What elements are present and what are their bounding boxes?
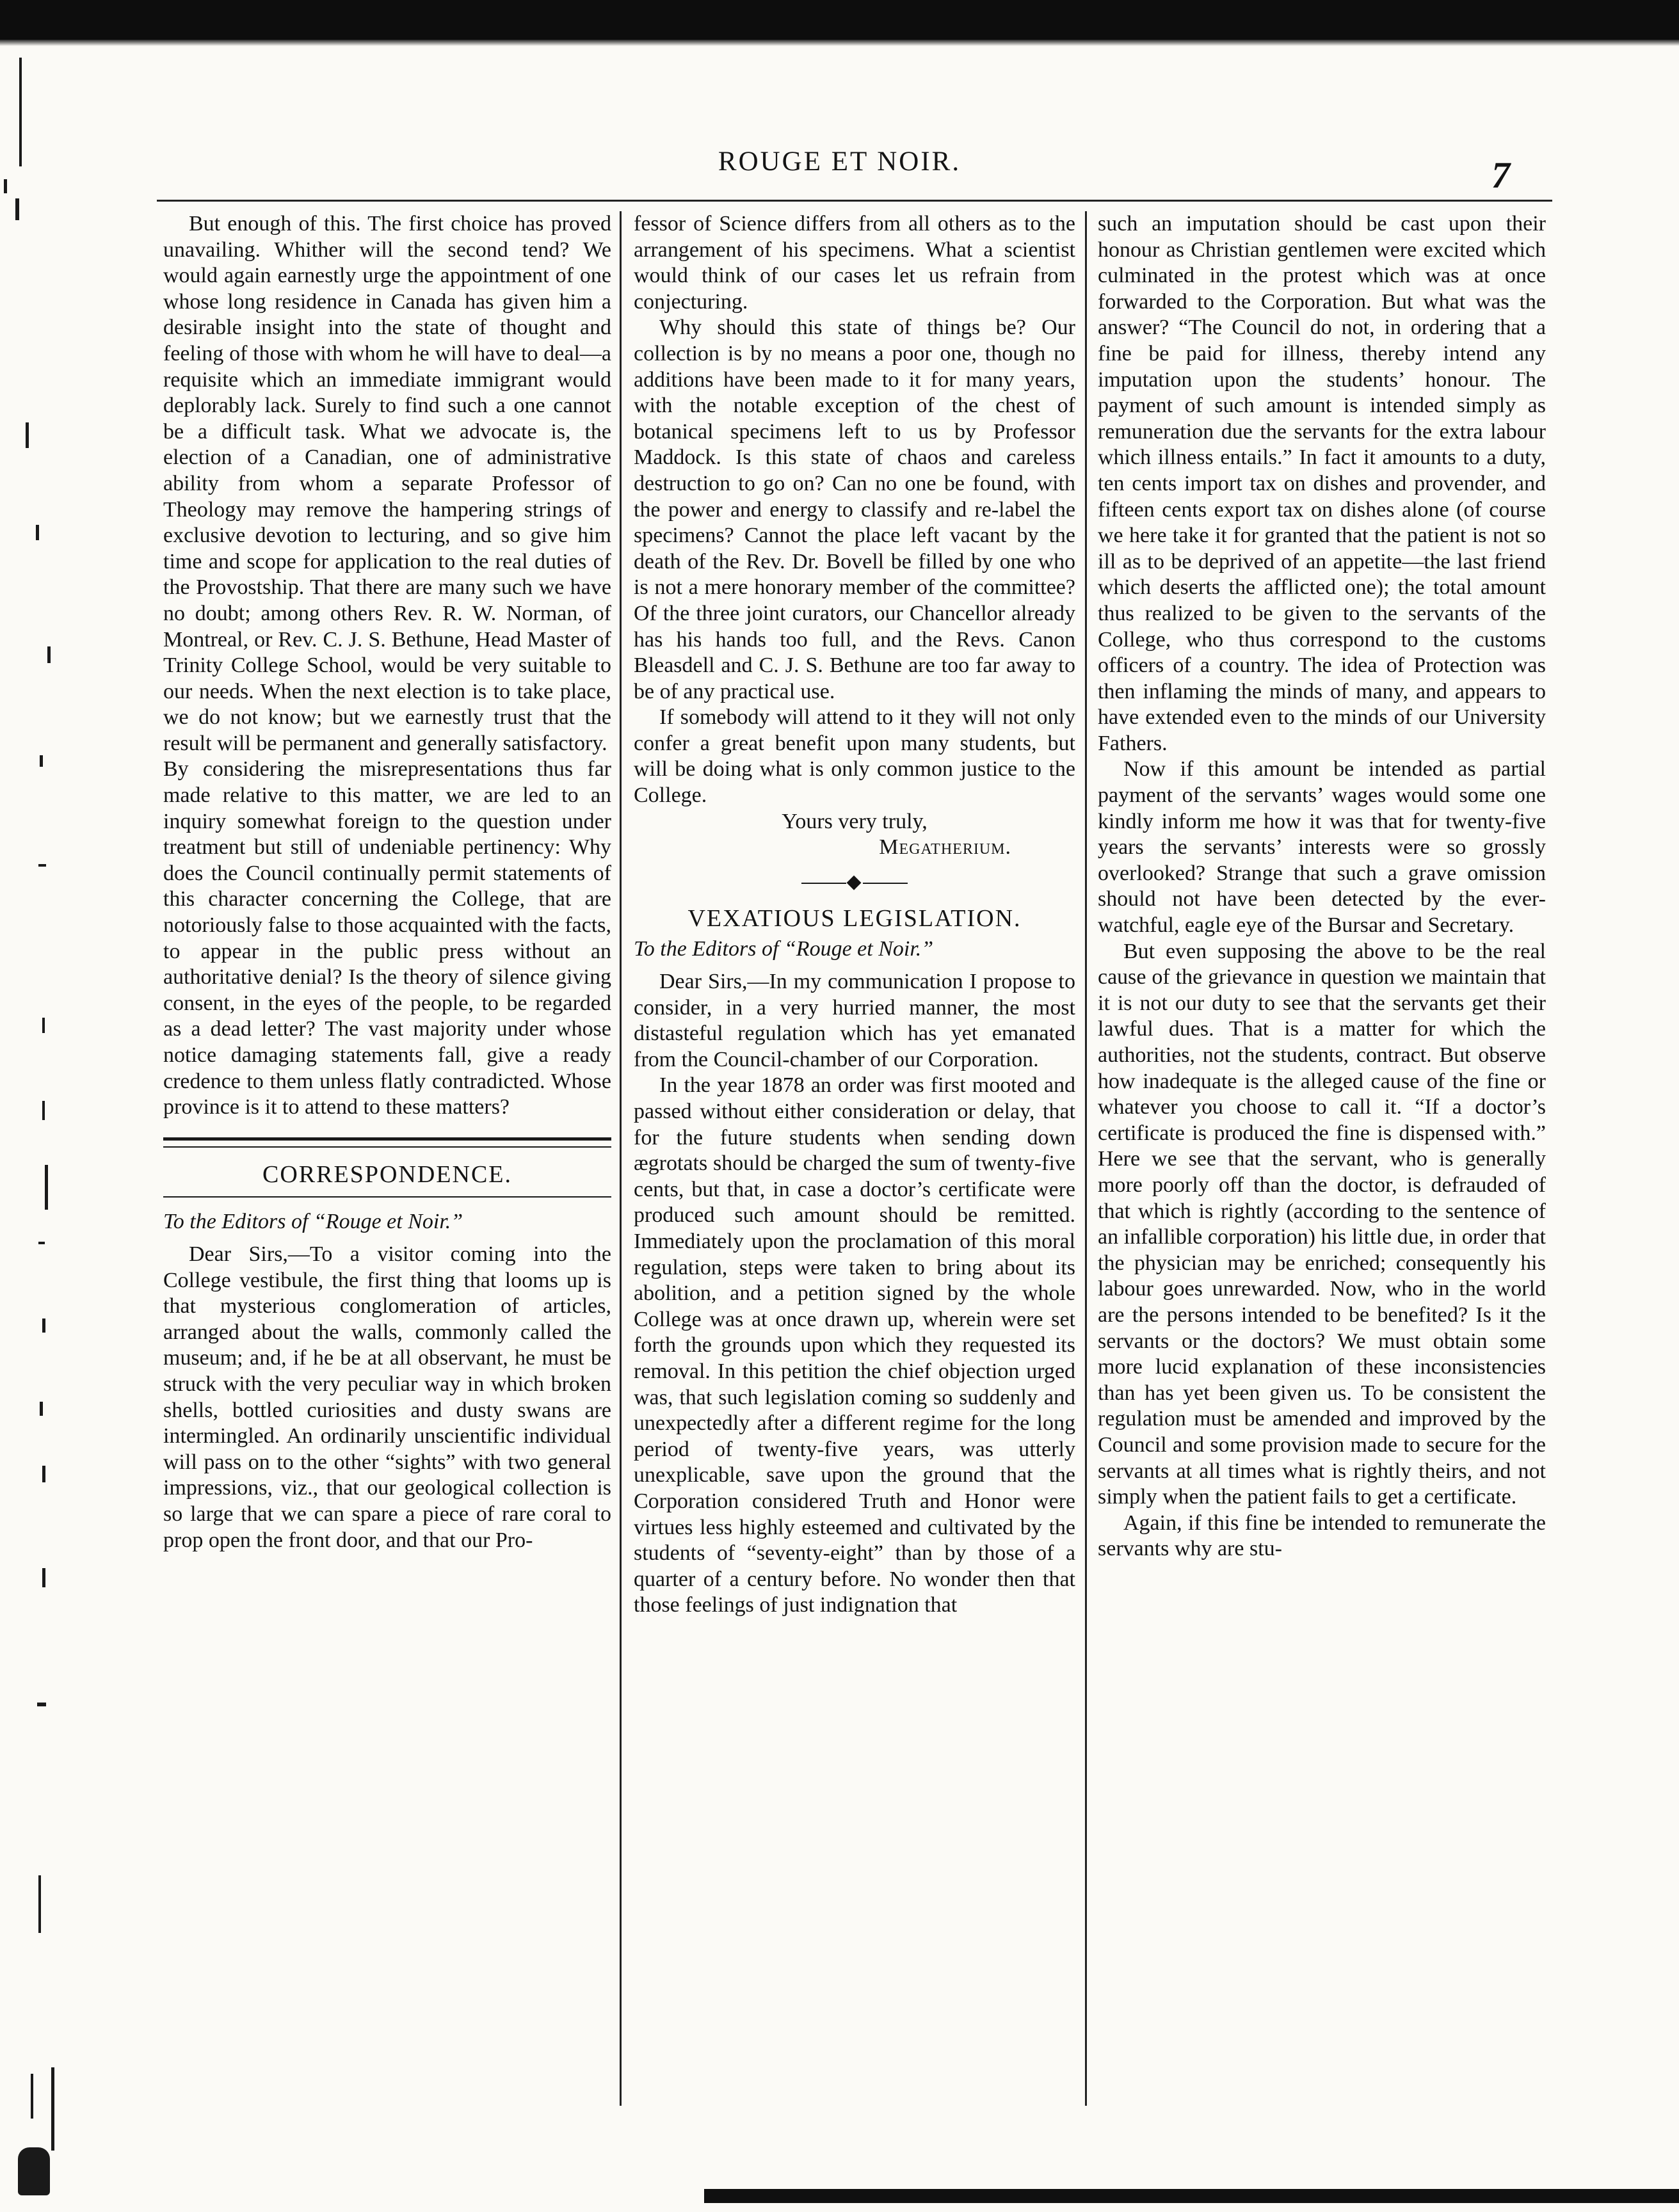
letter-paragraph: such an imputation should be cast upon their honour as Christian gentlemen were excited which culminated in the protest which was at once forwarded to the Corporation. But what was the answer? “The Council do not, in ordering that a fine be paid for illness, thereby intend any imputation upon the students’ honour. The payment of such amount is intended simply as remuneration due the servants for the extra labour which illness entails.” In fact it amounts to a duty, ten cents import tax on dishes and provender, and fifteen cents export tax on dishes alone (of course we here take it for granted that the patient is not so ill as to be deprived of an appetite—the last friend which deserts the afflicted one); the total amount thus realized to be given to the servants of the College, who thus correspond to the customs officers of a country. The idea of Protection was then inflaming the minds of many, and appears to have extended even to the minds of our University Fathers. — [1098, 212, 1546, 755]
section-divider — [163, 1137, 611, 1148]
header-rule — [157, 200, 1552, 202]
letter-paragraph: Again, if this fine be intended to remunerate the servants why are stu- — [1098, 1511, 1546, 1561]
letter-signoff: Yours very truly, — [782, 809, 928, 833]
scan-top-border — [0, 0, 1679, 40]
section-title-correspondence: CORRESPONDENCE. — [262, 1160, 512, 1188]
letter-paragraph: In the year 1878 an order was first mooted and passed without either consideration or delay, that for the future students when sending down ægrotats should be charged the sum of twenty-five cents, but that, in case a doctor’s certificate were produced such amount should be remitted. Immediately upon the proclamation of this moral regulation, steps were taken to bring about its abolition, and a petition signed by the whole College was at once drawn up, wherein were set forth the grounds upon which they requested its removal. In this petition the chief objection urged was, that such legislation coming so suddenly and unexpectedly after a different regime for the long period of twenty-five years, was utterly unexplicable, save upon the ground that the Corporation considered Truth and Honor were virtues less highly esteemed and cultivated by the students of “seventy-eight” than by those of a quarter of a century before. No wonder then that those feelings of just indignation that — [634, 1073, 1075, 1617]
editorial-paragraph: But enough of this. The first choice has proved unavailing. Whither will the second tend? We would again earnestly urge the appointment of one whose long residence in Canada has given him a desirable insight into the state of thought and feeling of those with whom he will have to deal—a requisite which an immediate immigrant would deplorably lack. Surely to find such a one cannot be a difficult task. What we advocate is, the election of a Canadian, one of administrative ability from whom a separate Professor of Theology may remove the hampering strings of exclusive devotion to lecturing, and so give him time and scope for application to the real duties of the Provostship. That there are many such we have no doubt; among others Rev. R. W. Norman, of Montreal, or Rev. C. J. S. Bethune, Head Master of Trinity College School, would be very suitable to our needs. When the next election is to take place, we do not know; but we earnestly trust that the result will be permanent and generally satisfactory. — [163, 212, 611, 755]
scan-margin-marks — [0, 38, 90, 2202]
letter-paragraph: Why should this state of things be? Our collection is by no means a poor one, though no additions have been made to it for many years, with the notable exception of the chest of botanical specimens left to us by Professor Maddock. Is this state of chaos and careless destruction to go on? Can no one be found, with the power and energy to classify and re-label the specimens? Cannot the place left vacant by the death of the Rev. Dr. Bovell be filled by one who is not a mere honorary member of the committee? Of the three joint curators, our Chancellor already has his hands too full, and the Revs. Canon Bleasdell and C. J. S. Bethune are too far away to be of any practical use. — [634, 316, 1075, 703]
column-right — [1098, 211, 1546, 2125]
column-divider — [1085, 211, 1087, 2106]
section-rule — [163, 1196, 611, 1198]
column-left — [163, 211, 611, 2125]
letter-paragraph: Dear Sirs,—To a visitor coming into the College vestibule, the first thing that looms up is that mysterious conglomeration of articles, arranged about the walls, commonly called the museum; and, if he be at all observant, he must be struck with the very peculiar way in which broken shells, bottled curiosities and dusty swans are intermingled. An ordinarily unscientific individual will pass on to the other “sights” with two general impressions, viz., that our geological collection is so large that we can spare a piece of rare coral to prop open the front door, and that our Pro- — [163, 1242, 611, 1552]
running-head: ROUGE ET NOIR. — [718, 147, 961, 177]
letter-paragraph: But even supposing the above to be the real cause of the grievance in question we maintain that it is not our duty to see that the servants get their lawful dues. That is a matter for which the authorities, not the students, contract. But observe how inadequate is the alleged cause of the fine or whatever you choose to call it. “If a doctor’s certificate is produced the fine is dispensed with.” Here we see that the servant, who is generally more poorly off than the doctor, is defrauded of that which is rightly (according to the sentence of an infallible corporation) his little due, in order that the physician may be enriched; consequently his labour goes unrewarded. Now, who in the world are the persons intended to be benefited? Is it the servants or the doctors? We must obtain some more lucid explanation of these inconsistencies than has yet been given us. To be consistent the regulation must be amended and improved by the Council and some provision made to secure for the servants at all times what is rightly theirs, and not simply when the patient fails to get a certificate. — [1098, 939, 1546, 1509]
letter-paragraph: Now if this amount be intended as partial payment of the servants’ wages would some one kindly inform me how it was that for twenty-five years the servants’ interests were so grossly overlooked? Strange that such a grave omission should not have been detected by the ever-watchful, eagle eye of the Bursar and Secretary. — [1098, 757, 1546, 938]
page-number: 7 — [1491, 154, 1510, 196]
letter-salutation: To the Editors of “Rouge et Noir.” — [163, 1210, 463, 1234]
letter-paragraph: fessor of Science differs from all others as to the arrangement of his specimens. What a scientist would think of our cases let us refrain from conjecturing. — [634, 212, 1075, 314]
letter-paragraph: Dear Sirs,—In my communication I propose to consider, in a very hurried manner, the most distasteful regulation which has yet emanated from the Council-chamber of our Corporation. — [634, 970, 1075, 1071]
letter-paragraph: If somebody will attend to it they will not only confer a great benefit upon many students, but will be doing what is only common justice to the College. — [634, 705, 1075, 808]
scan-bottom-border — [704, 2189, 1679, 2203]
ornamental-divider: ◆ — [634, 872, 1075, 892]
column-middle — [634, 211, 1075, 2125]
editorial-paragraph: By considering the misrepresentations thus far made relative to this matter, we are led to an inquiry somewhat foreign to the question under treatment but still of undeniable pertinency: Why does the Council continually permit statements of this character concerning the College, that are notoriously false to those acquainted with the facts, to appear in the public press without an authoritative denial? Is the theory of silence giving consent, in the eyes of the people, to be regarded as a dead letter? The vast majority under whose notice damaging statements fall, give a ready credence to them unless flatly contradicted. Whose province is it to attend to these matters? — [163, 757, 611, 1119]
letter-salutation: To the Editors of “Rouge et Noir.” — [634, 937, 934, 961]
section-title-vexatious-legislation: VEXATIOUS LEGISLATION. — [687, 904, 1022, 932]
column-divider — [620, 211, 622, 2106]
letter-signature: Megatherium. — [879, 835, 1011, 860]
